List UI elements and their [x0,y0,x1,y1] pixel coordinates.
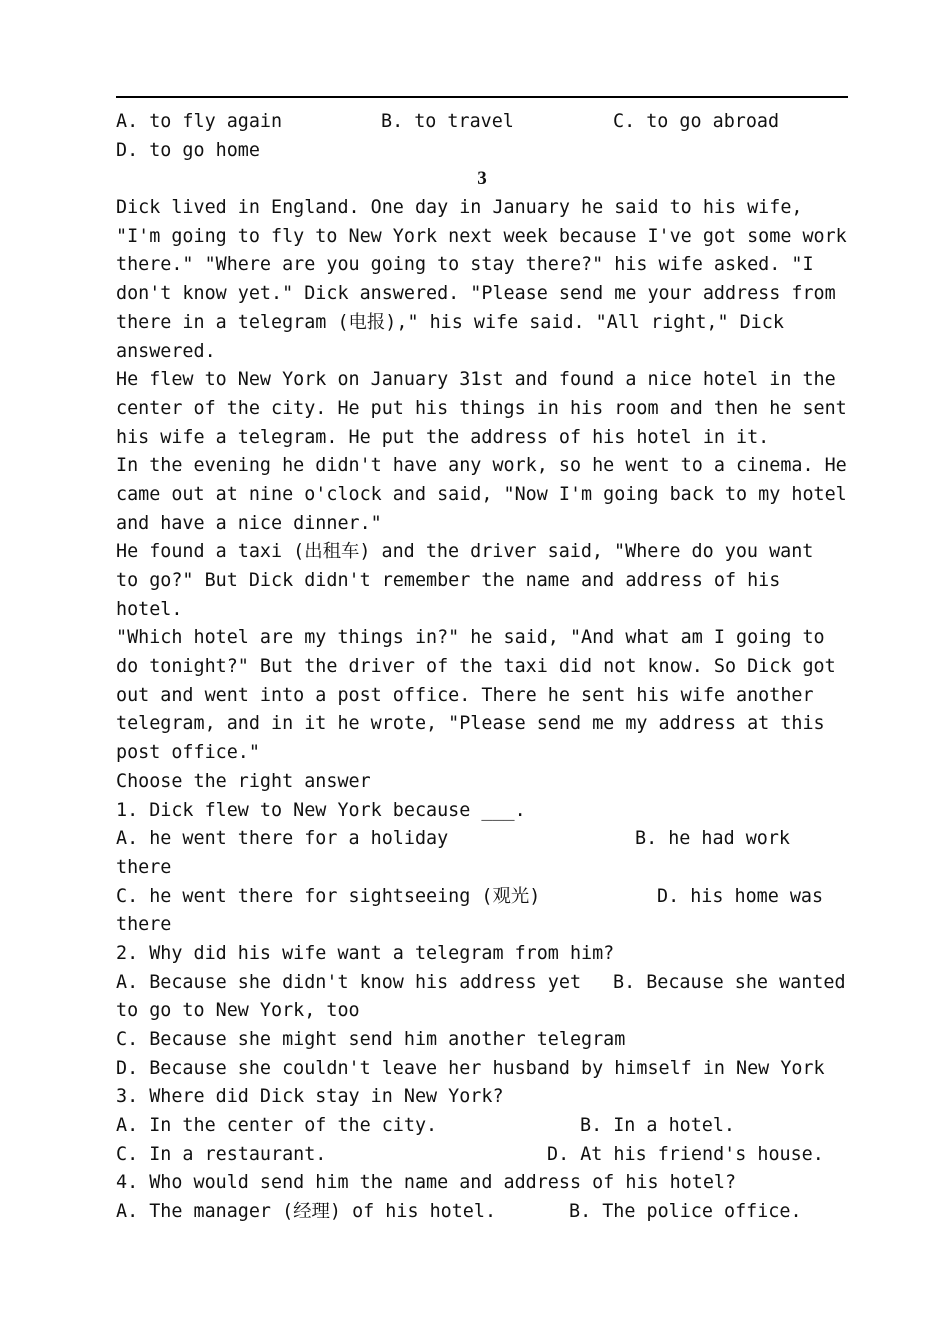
q1-option-d: D. his home was [657,885,824,907]
q2-option-c: C. Because she might send him another telegram [116,1029,626,1050]
q2-option-b-wrap: to go to New York, too [116,1000,360,1022]
passage-line: telegram, and in it he wrote, "Please send me my address at this [116,713,825,735]
passage-line: answered. [116,340,216,362]
passage-line: don't know yet." Dick answered. "Please send me your address from [116,283,836,305]
prev-option-c: C. to go abroad [613,111,780,132]
header-rule [116,96,848,98]
q1-option-b-wrap: there [116,856,172,878]
q1-option-d-wrap: there [116,914,172,936]
prev-option-b: B. to travel [381,111,514,132]
passage-line: Dick lived in England. One day in January he said to his wife, [116,197,803,219]
question-1: 1. Dick flew to New York because ___. [116,799,526,821]
passage-line: hotel. [116,598,183,620]
q4-option-a: A. The manager (经理) of his hotel. [116,1201,497,1223]
q3-option-d: D. At his friend's house. [547,1143,824,1165]
question-4: 4. Who would send him the name and address of his hotel? [116,1172,737,1194]
q3-option-a: A. In the center of the city. [116,1115,438,1137]
passage-line: center of the city. He put his things in his room and then he sent [116,397,847,419]
q3-options-row [116,1112,856,1141]
question-3: 3. Where did Dick stay in New York? [116,1086,504,1108]
passage-line: He found a taxi (出租车) and the driver said, "Where do you want [116,541,814,563]
q3-options-row-2 [116,1141,856,1170]
passage-line: and have a nice dinner." [116,512,382,534]
section-number: 3 [477,168,487,190]
q3-option-b: B. In a hotel. [580,1115,736,1137]
q2-option-b: B. Because she wanted [613,971,846,993]
passage-line: "Which hotel are my things in?" he said, "And what am I going to [116,627,825,649]
prev-option-d: D. to go home [116,139,260,161]
q4-option-b: B. The police office. [569,1201,802,1223]
q1-option-a: A. he went there for a holiday [116,828,449,850]
question-2: 2. Why did his wife want a telegram from him? [116,942,615,964]
passage-line: there." "Where are you going to stay there?" his wife asked. "I [116,254,814,276]
prev-options-row [116,108,856,137]
passage-line: came out at nine o'clock and said, "Now I'm going back to my hotel [116,483,847,505]
prev-option-a: A. to fly again [116,111,283,132]
q3-option-c: C. In a restaurant. [116,1143,327,1165]
prev-options-row-2 [116,137,856,166]
passage-line: out and went into a post office. There he sent his wife another [116,684,814,706]
passage-line: "I'm going to fly to New York next week because I've got some work [116,225,847,247]
q1-option-c: C. he went there for sightseeing (观光) [116,885,541,907]
passage-line: post office." [116,742,260,764]
q4-options-row [116,1198,856,1227]
q2-option-d: D. Because she couldn't leave her husband by himself in New York [116,1057,825,1079]
q1-option-b: B. he had work [635,828,791,850]
q2-options-row [116,969,856,998]
instruction: Choose the right answer [116,770,371,792]
passage-line: He flew to New York on January 31st and found a nice hotel in the [116,369,836,391]
document-body [116,108,856,1227]
q2-option-a: A. Because she didn't know his address yet [116,971,582,993]
passage-line: to go?" But Dick didn't remember the name and address of his [116,570,781,591]
passage-line: In the evening he didn't have any work, so he went to a cinema. He [116,455,847,477]
q1-options-row [116,825,856,854]
passage-line: there in a telegram (电报)," his wife said. "All right," Dick [116,311,784,333]
passage-line: do tonight?" But the driver of the taxi did not know. So Dick got [116,656,836,678]
passage-line: his wife a telegram. He put the address of his hotel in it. [116,426,770,448]
q1-options-row-2 [116,883,856,912]
